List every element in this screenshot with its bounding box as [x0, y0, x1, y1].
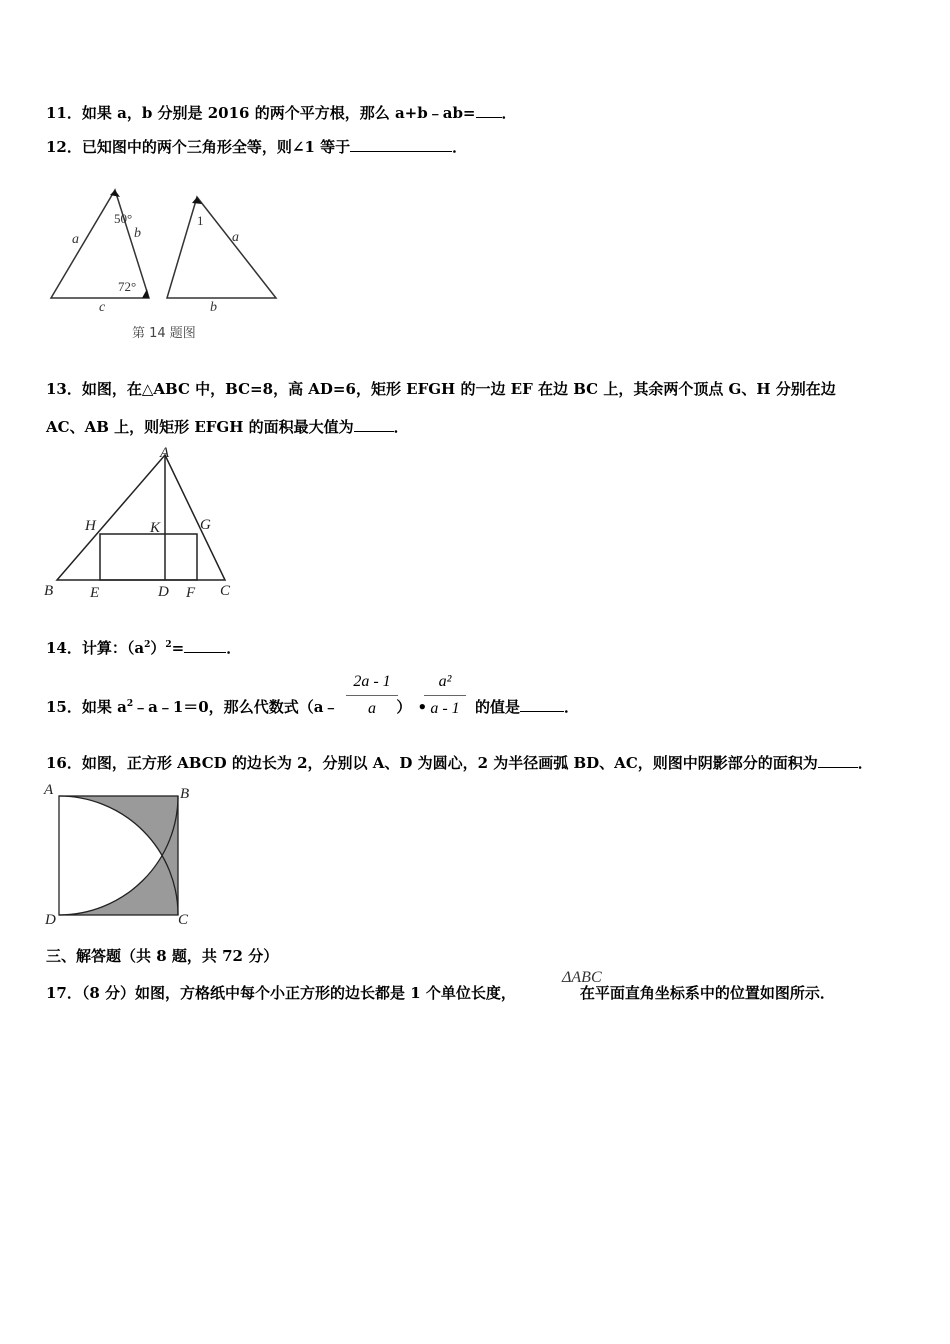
- angle-label-1: 1: [197, 213, 204, 228]
- side-label-a: a: [72, 232, 79, 247]
- point-label-K: K: [150, 520, 161, 536]
- question-text: 如图，正方形 ABCD 的边长为 2，分别以 A、D 为圆心，2 为半径画弧 BD、AC，则图中阴影部分的面积为: [81, 754, 818, 772]
- section-3-title: 三、解答题（共 8 题，共 72 分）: [46, 947, 279, 965]
- question-11: 11．如果 a，b 分别是 2016 的两个平方根，那么 a+b﹣ab= ．: [46, 104, 517, 122]
- figure-square-arcs: [40, 780, 200, 930]
- figure-caption: 第 14 题图: [132, 326, 196, 341]
- vertex-label-H: H: [85, 518, 96, 534]
- vertex-label-D: D: [45, 912, 56, 928]
- figure-triangle-rectangle: [40, 442, 240, 604]
- question-number: 15．: [46, 698, 82, 716]
- vertex-label-C: C: [178, 912, 189, 928]
- question-number: 13．: [46, 380, 82, 398]
- side-label-b: b: [210, 300, 217, 315]
- figure-congruent-triangles: [44, 165, 284, 345]
- answer-blank[interactable]: [818, 753, 858, 768]
- question-12: 12．已知图中的两个三角形全等，则∠1 等于 ．: [46, 138, 468, 156]
- answer-blank[interactable]: [476, 103, 502, 118]
- question-text: 如果 a，b 分别是 2016 的两个平方根，那么 a+b﹣ab=: [81, 104, 476, 122]
- angle-mark: [142, 289, 149, 298]
- question-14: 14．计算：$(a^2)^2=$ ．: [46, 639, 242, 657]
- answer-blank[interactable]: [520, 697, 564, 712]
- angle-label-72: 72°: [118, 279, 137, 294]
- question-13-line-1: [46, 379, 836, 399]
- answer-blank[interactable]: [184, 638, 226, 653]
- answer-blank[interactable]: [354, 417, 394, 432]
- side-label-a: a: [232, 230, 239, 245]
- question-15: 15．如果 $a^2﹣a﹣1=0$，那么代数式（a﹣ ） • 的值是 ．: [46, 698, 580, 716]
- fraction-a2-over-a-1: a² a - 1: [424, 672, 466, 719]
- question-16: 16．如图，正方形 ABCD 的边长为 2，分别以 A、D 为圆心，2 为半径画弧 BD、AC，则图中阴影部分的面积为 ．: [46, 754, 873, 772]
- vertex-label-C: C: [220, 583, 231, 599]
- question-number: 11．: [46, 104, 82, 122]
- answer-blank[interactable]: [350, 137, 452, 152]
- vertex-label-E: E: [90, 585, 100, 601]
- vertex-label-A: A: [44, 782, 54, 798]
- vertex-label-F: F: [186, 585, 196, 601]
- question-text: 已知图中的两个三角形全等，则∠1 等于: [81, 138, 351, 156]
- vertex-label-B: B: [44, 583, 54, 599]
- question-number: 12．: [46, 138, 82, 156]
- point-label-D: D: [158, 584, 169, 600]
- angle-label-50: 50°: [114, 211, 133, 226]
- side-label-c: c: [99, 300, 106, 315]
- question-number: 17．: [46, 984, 82, 1002]
- question-17: 17．（8 分）如图，方格纸中每个小正方形的边长都是 1 个单位长度， 在平面直角坐标系中的位置如图所示．: [46, 984, 835, 1002]
- vertex-label-A: A: [160, 445, 170, 461]
- fraction-2a-1-over-a: 2a - 1 a: [346, 672, 398, 719]
- triangle-abc-symbol: ΔABC: [562, 969, 602, 986]
- vertex-label-G: G: [200, 517, 211, 533]
- vertex-label-B: B: [180, 786, 190, 802]
- side-label-b: b: [134, 226, 141, 241]
- question-13-line-2: AC、AB 上，则矩形 EFGH 的面积最大值为 ．: [46, 418, 409, 436]
- question-text: AC、AB 上，则矩形 EFGH 的面积最大值为: [46, 418, 354, 436]
- question-text: 如图，在△ABC 中，BC=8，高 AD=6，矩形 EFGH 的一边 EF 在边 BC 上，其余两个顶点 G、H 分别在边: [81, 380, 836, 398]
- question-number: 16．: [46, 754, 82, 772]
- question-number: 14．: [46, 639, 82, 657]
